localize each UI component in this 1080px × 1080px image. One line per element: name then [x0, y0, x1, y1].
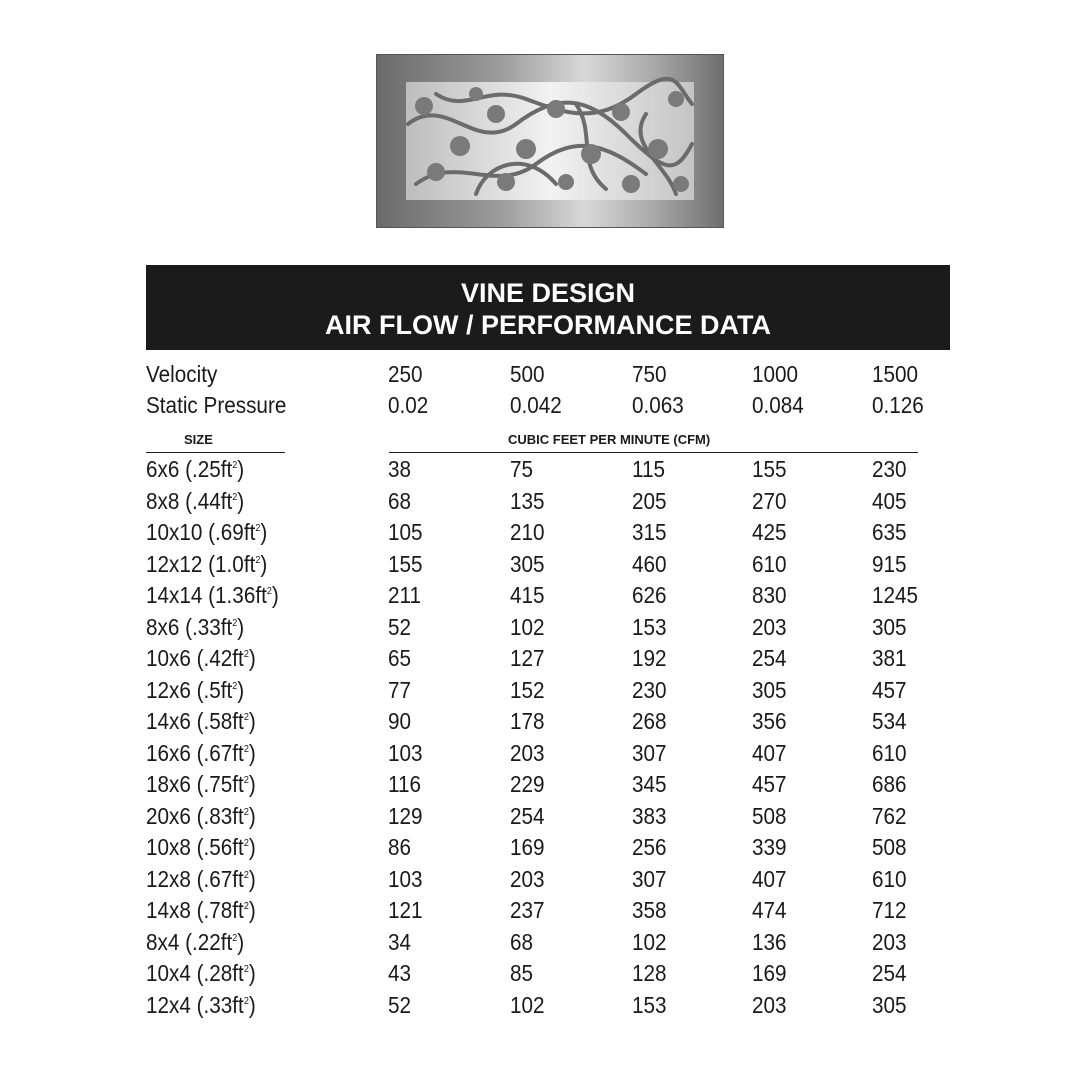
- cfm-value: 307: [632, 740, 667, 766]
- cfm-value: 626: [632, 582, 667, 608]
- cfm-value: 305: [510, 551, 545, 577]
- size-label: 6x6 $(.25ft^2)$: [146, 456, 245, 482]
- cfm-value: 135: [510, 488, 545, 514]
- cfm-value: 229: [510, 771, 545, 797]
- cfm-value: 405: [872, 488, 907, 514]
- cfm-value: 103: [388, 740, 423, 766]
- cfm-value: 425: [752, 519, 787, 545]
- cfm-value: 830: [752, 582, 787, 608]
- cfm-value: 77: [388, 677, 412, 703]
- size-label: 8x4 $(.22ft^2)$: [146, 929, 245, 955]
- cfm-value: 307: [632, 866, 667, 892]
- cfm-value: 43: [388, 960, 412, 986]
- cfm-value: 90: [388, 708, 412, 734]
- cfm-value: 635: [872, 519, 907, 545]
- cfm-value: 68: [388, 488, 412, 514]
- cfm-value: 383: [632, 803, 667, 829]
- cfm-value: 457: [872, 677, 907, 703]
- cfm-value: 38: [388, 456, 412, 482]
- size-label: 8x6 $(.33ft^2)$: [146, 614, 245, 640]
- cfm-value: 508: [872, 834, 907, 860]
- size-label: 14x8 $(.78ft^2)$: [146, 897, 256, 923]
- cfm-value: 203: [752, 992, 787, 1018]
- cfm-value: 127: [510, 645, 545, 671]
- cfm-value: 152: [510, 677, 545, 703]
- cfm-value: 315: [632, 519, 667, 545]
- cfm-value: 86: [388, 834, 412, 860]
- cfm-value: 1245: [872, 582, 919, 608]
- title-banner: [146, 265, 950, 350]
- cfm-value: 254: [510, 803, 545, 829]
- cfm-value: 102: [510, 992, 545, 1018]
- size-label: 20x6 $(.83ft^2)$: [146, 803, 256, 829]
- cfm-value: 508: [752, 803, 787, 829]
- cfm-value: 203: [510, 866, 545, 892]
- cfm-value: 203: [510, 740, 545, 766]
- cfm-value: 345: [632, 771, 667, 797]
- cfm-value: 762: [872, 803, 907, 829]
- cfm-value: 205: [632, 488, 667, 514]
- cfm-value: 192: [632, 645, 667, 671]
- cfm-value: 115: [632, 456, 666, 482]
- cfm-value: 610: [872, 740, 907, 766]
- cfm-value: 407: [752, 740, 787, 766]
- cfm-value: 305: [872, 992, 907, 1018]
- size-label: 10x4 $(.28ft^2)$: [146, 960, 256, 986]
- cfm-value: 103: [388, 866, 423, 892]
- cfm-value: 34: [388, 929, 412, 955]
- cfm-value: 210: [510, 519, 545, 545]
- velocity-value: 750: [632, 361, 667, 387]
- cfm-value: 712: [872, 897, 907, 923]
- cfm-value: 153: [632, 614, 667, 640]
- title-line-2: AIR FLOW / PERFORMANCE DATA: [325, 310, 771, 340]
- cfm-value: 153: [632, 992, 667, 1018]
- cfm-value: 305: [752, 677, 787, 703]
- title-line-1: VINE DESIGN: [460, 278, 636, 308]
- velocity-label: Velocity: [146, 361, 218, 387]
- cfm-value: 256: [632, 834, 667, 860]
- vine-grille-image: [376, 54, 724, 228]
- size-label: 10x10 $(.69ft^2)$: [146, 519, 268, 545]
- cfm-column-header: CUBIC FEET PER MINUTE (CFM): [508, 432, 711, 447]
- cfm-value: 610: [752, 551, 787, 577]
- cfm-value: 105: [388, 519, 423, 545]
- size-label: 18x6 $(.75ft^2)$: [146, 771, 256, 797]
- cfm-value: 203: [872, 929, 907, 955]
- size-column-header: SIZE: [184, 432, 213, 447]
- cfm-value: 457: [752, 771, 787, 797]
- size-label: 14x14 $(1.36ft^2)$: [146, 582, 279, 608]
- cfm-value: 128: [632, 960, 667, 986]
- cfm-value: 610: [872, 866, 907, 892]
- cfm-value: 230: [632, 677, 667, 703]
- cfm-value: 178: [510, 708, 545, 734]
- size-header-rule: [146, 452, 285, 453]
- cfm-value: 407: [752, 866, 787, 892]
- size-label: 12x4 $(.33ft^2)$: [146, 992, 256, 1018]
- cfm-value: 305: [872, 614, 907, 640]
- static-pressure-value: 0.126: [872, 392, 924, 418]
- size-label: 16x6 $(.67ft^2)$: [146, 740, 256, 766]
- cfm-value: 270: [752, 488, 787, 514]
- cfm-value: 686: [872, 771, 907, 797]
- cfm-value: 52: [388, 614, 412, 640]
- cfm-value: 230: [872, 456, 907, 482]
- cfm-value: 155: [388, 551, 423, 577]
- velocity-value: 250: [388, 361, 423, 387]
- cfm-value: 339: [752, 834, 787, 860]
- cfm-value: 356: [752, 708, 787, 734]
- cfm-value: 203: [752, 614, 787, 640]
- cfm-value: 136: [752, 929, 787, 955]
- cfm-value: 474: [752, 897, 787, 923]
- static-pressure-label: Static Pressure: [146, 392, 287, 418]
- cfm-value: 169: [752, 960, 787, 986]
- cfm-value: 415: [510, 582, 545, 608]
- size-label: 12x6 $(.5ft^2)$: [146, 677, 245, 703]
- size-label: 12x12 $(1.0ft^2)$: [146, 551, 268, 577]
- cfm-value: 268: [632, 708, 667, 734]
- cfm-value: 68: [510, 929, 534, 955]
- cfm-value: 121: [388, 897, 423, 923]
- cfm-value: 534: [872, 708, 907, 734]
- cfm-value: 211: [388, 582, 422, 608]
- velocity-value: 1000: [752, 361, 799, 387]
- cfm-header-rule: [389, 452, 918, 453]
- velocity-value: 500: [510, 361, 545, 387]
- cfm-value: 381: [872, 645, 907, 671]
- size-label: 10x8 $(.56ft^2)$: [146, 834, 256, 860]
- cfm-value: 129: [388, 803, 423, 829]
- cfm-value: 102: [510, 614, 545, 640]
- cfm-value: 52: [388, 992, 412, 1018]
- cfm-value: 254: [752, 645, 787, 671]
- size-label: 12x8 $(.67ft^2)$: [146, 866, 256, 892]
- cfm-value: 155: [752, 456, 787, 482]
- cfm-value: 237: [510, 897, 545, 923]
- cfm-value: 116: [388, 771, 422, 797]
- static-pressure-value: 0.02: [388, 392, 429, 418]
- velocity-value: 1500: [872, 361, 919, 387]
- static-pressure-value: 0.063: [632, 392, 684, 418]
- static-pressure-value: 0.084: [752, 392, 804, 418]
- size-label: 14x6 $(.58ft^2)$: [146, 708, 256, 734]
- cfm-value: 85: [510, 960, 534, 986]
- size-label: 10x6 $(.42ft^2)$: [146, 645, 256, 671]
- cfm-value: 358: [632, 897, 667, 923]
- cfm-value: 169: [510, 834, 545, 860]
- cfm-value: 75: [510, 456, 534, 482]
- cfm-value: 102: [632, 929, 667, 955]
- cfm-value: 915: [872, 551, 907, 577]
- cfm-value: 460: [632, 551, 667, 577]
- size-label: 8x8 $(.44ft^2)$: [146, 488, 245, 514]
- static-pressure-value: 0.042: [510, 392, 562, 418]
- cfm-value: 65: [388, 645, 412, 671]
- cfm-value: 254: [872, 960, 907, 986]
